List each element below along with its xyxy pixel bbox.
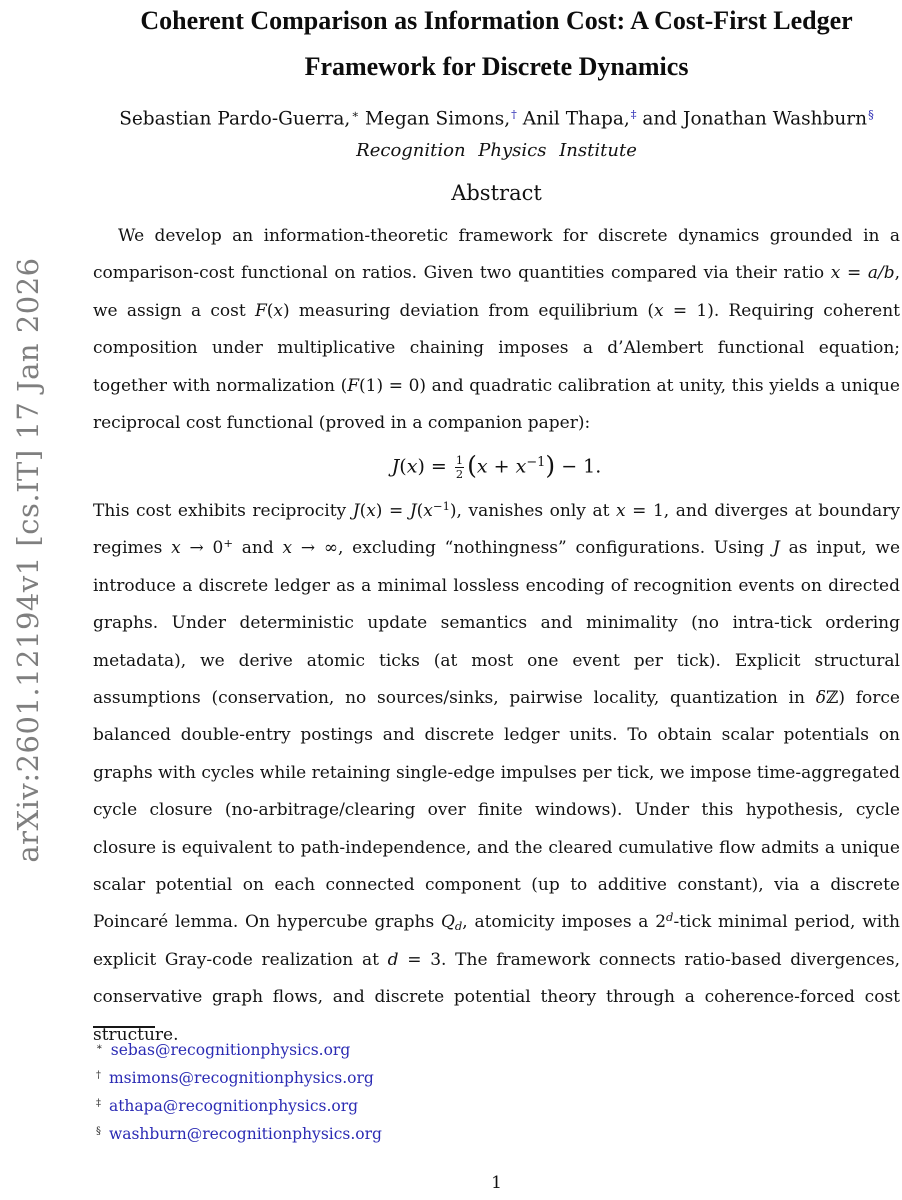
footnotes-block xyxy=(93,1026,900,1147)
footnote-line xyxy=(93,1063,900,1091)
author-name: and Jonathan Washburn xyxy=(636,108,868,130)
author-footnote-mark[interactable]: ‡ xyxy=(630,107,637,121)
author-name: Sebastian Pardo-Guerra, xyxy=(119,108,351,130)
footnote-line xyxy=(93,1035,900,1063)
author-line xyxy=(93,100,900,133)
footnote-mark: † xyxy=(96,1069,101,1081)
paper-title xyxy=(93,0,900,90)
fraction: $\frac{1}{2}$ xyxy=(455,453,464,481)
author-footnote-mark[interactable]: § xyxy=(868,107,874,121)
paper-title-line-1: Coherent Comparison as Information Cost: A Cost-First Ledger xyxy=(140,6,853,35)
footnote-rule xyxy=(93,1026,155,1028)
footnote-mark: ‡ xyxy=(96,1097,101,1109)
footnote-mark: § xyxy=(96,1125,101,1137)
paper-title-line-2: Framework for Discrete Dynamics xyxy=(304,52,689,81)
footnote-line xyxy=(93,1119,900,1147)
footnote-email-link[interactable]: sebas@recognitionphysics.org xyxy=(110,1040,351,1059)
footnote-mark: ∗ xyxy=(96,1042,103,1053)
author-footnote-mark[interactable]: † xyxy=(511,107,517,121)
footnote-list xyxy=(93,1035,900,1147)
footnote-email-link[interactable]: washburn@recognitionphysics.org xyxy=(108,1124,382,1143)
display-equation: J(x) = $\frac{1}{2}$ $(x + x^{-1}) - 1$. xyxy=(391,451,602,481)
author-footnote-mark[interactable]: ∗ xyxy=(351,107,360,121)
footnote-email-link[interactable]: msimons@recognitionphysics.org xyxy=(108,1068,374,1087)
abstract-paragraph-1: We develop an information-theoretic framework for discrete dynamics grounded in a comparison-cost functional on ratios. Given two quantities compared via their ratio x = a/b, we assign a cost F(x) measuring deviation from equilibrium (x = 1). Requiring coherent composition under multiplicative chaining imposes a d’Alembert functional equation; together with normalization (F(1) = 0) and quadratic calibration at unity, this yields a unique reciprocal cost functional (proved in a companion paper): xyxy=(93,226,901,434)
author-name: Anil Thapa, xyxy=(516,108,630,130)
footnote-line xyxy=(93,1091,900,1119)
page-number: 1 xyxy=(491,1173,502,1193)
author-name: Megan Simons, xyxy=(359,108,511,130)
abstract-paragraph-2: This cost exhibits reciprocity $J(x) = J(x^{-1})$, vanishes only at x = 1, and diverges at boundary regimes x → 0+ and x → ∞, excluding “nothingness” configurations. Using J as input, we introduce a discrete ledger as a minimal lossless encoding of recognition events on directed graphs. Under deterministic update semantics and minimality (no intra-tick ordering metadata), we derive atomic ticks (at most one event per tick). Explicit structural assumptions (conservation, no sources/sinks, pairwise locality, quantization in δℤ) force balanced double-entry postings and discrete ledger units. To obtain scalar potentials on graphs with cycles while retaining single-edge impulses per tick, we impose time-aggregated cycle closure (no-arbitrage/clearing over finite windows). Under this hypothesis, cycle closure is equivalent to path-independence, and the cleared cumulative flow admits a unique scalar potential on each connected component (up to additive constant), via a discrete Poincaré lemma. On hypercube graphs $Q_d$, atomicity imposes a 2$^d$-tick minimal period, with explicit Gray-code realization at d = 3. The framework connects ratio-based divergences, conservative graph flows, and discrete potential theory through a coherence-forced cost structure. xyxy=(93,499,901,1045)
arxiv-watermark: arXiv:2601.12194v1 [cs.IT] 17 Jan 2026 xyxy=(11,257,45,863)
footnote-email-link[interactable]: athapa@recognitionphysics.org xyxy=(108,1096,359,1115)
affiliation: Recognition Physics Institute xyxy=(356,140,637,161)
abstract-heading: Abstract xyxy=(451,181,542,205)
